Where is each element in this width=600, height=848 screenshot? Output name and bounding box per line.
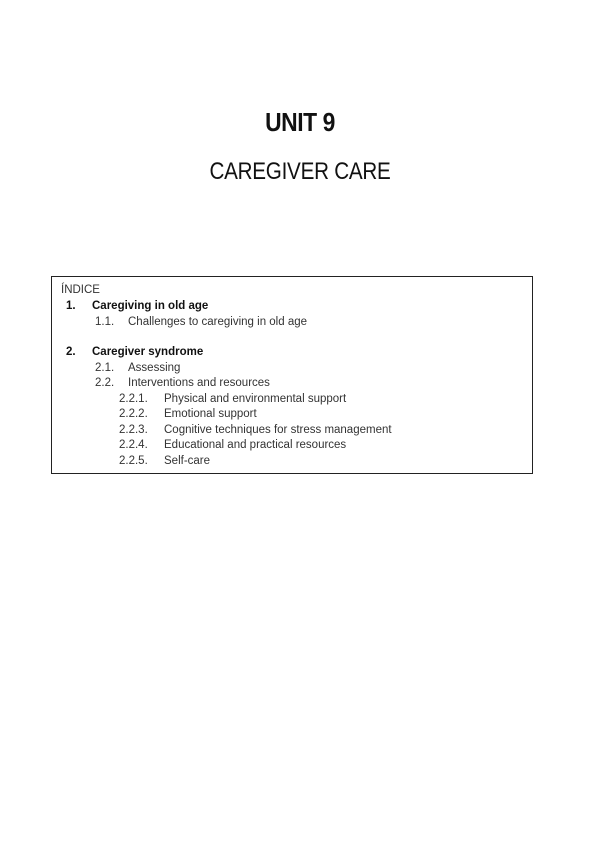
toc-entry-label: Caregiver syndrome: [92, 346, 204, 358]
toc-entry-number: 2.2.4.: [119, 439, 148, 451]
toc-entry-label: Cognitive techniques for stress management: [164, 424, 392, 436]
toc-entry-number: 2.2.5.: [119, 455, 148, 467]
toc-entry-label: Self-care: [164, 455, 211, 467]
toc-entry-label: Emotional support: [164, 408, 257, 420]
toc-entry-label: Interventions and resources: [128, 377, 270, 389]
toc-entry-label: Educational and practical resources: [164, 439, 347, 451]
toc-heading: ÍNDICE: [61, 284, 100, 296]
unit-title: UNIT 9: [265, 107, 335, 137]
toc-entry-label: Assessing: [128, 362, 181, 374]
toc-entry-label: Caregiving in old age: [92, 300, 209, 312]
toc-entry-number: 1.: [66, 300, 76, 312]
toc-entry-number: 2.2.3.: [119, 424, 148, 436]
toc-entry-label: Challenges to caregiving in old age: [128, 316, 308, 328]
toc-entry-number: 2.1.: [95, 362, 115, 374]
table-of-contents: [51, 276, 533, 474]
toc-entry-number: 2.2.2.: [119, 408, 148, 420]
unit-subtitle: CAREGIVER CARE: [209, 158, 391, 185]
toc-entry-number: 1.1.: [95, 316, 115, 328]
toc-entry-number: 2.: [66, 346, 76, 358]
toc-entry-number: 2.2.: [95, 377, 115, 389]
toc-entry-number: 2.2.1.: [119, 393, 148, 405]
toc-entry-label: Physical and environmental support: [164, 393, 347, 405]
